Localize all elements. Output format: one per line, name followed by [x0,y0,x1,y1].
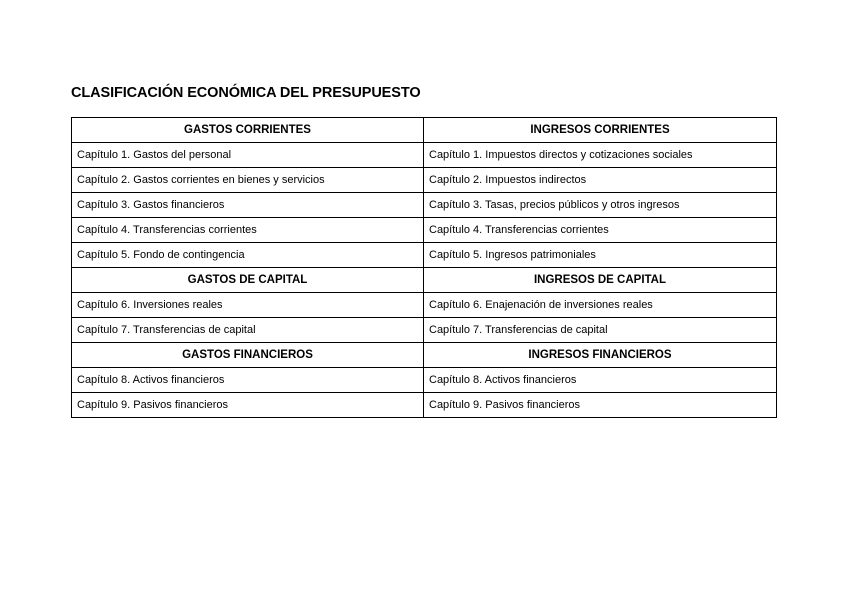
expense-chapter-cell: Capítulo 6. Inversiones reales [72,293,424,318]
section-header-expenses: GASTOS DE CAPITAL [72,268,424,293]
table-row [72,143,777,168]
table-row [72,243,777,268]
expense-chapter-cell: Capítulo 3. Gastos financieros [72,193,424,218]
section-header-expenses: GASTOS CORRIENTES [72,118,424,143]
income-chapter-cell: Capítulo 2. Impuestos indirectos [424,168,777,193]
section-header-income: INGRESOS CORRIENTES [424,118,777,143]
table-section-row [72,268,777,293]
section-header-income: INGRESOS FINANCIEROS [424,343,777,368]
income-chapter-cell: Capítulo 1. Impuestos directos y cotizaciones sociales [424,143,777,168]
table-section-row [72,343,777,368]
page-title: CLASIFICACIÓN ECONÓMICA DEL PRESUPUESTO [71,85,421,101]
table-section-row [72,118,777,143]
table-row [72,368,777,393]
income-chapter-cell: Capítulo 6. Enajenación de inversiones reales [424,293,777,318]
table-row [72,218,777,243]
expense-chapter-cell: Capítulo 5. Fondo de contingencia [72,243,424,268]
income-chapter-cell: Capítulo 8. Activos financieros [424,368,777,393]
section-header-expenses: GASTOS FINANCIEROS [72,343,424,368]
table-row [72,318,777,343]
section-header-income: INGRESOS DE CAPITAL [424,268,777,293]
expense-chapter-cell: Capítulo 1. Gastos del personal [72,143,424,168]
income-chapter-cell: Capítulo 3. Tasas, precios públicos y otros ingresos [424,193,777,218]
income-chapter-cell: Capítulo 9. Pasivos financieros [424,393,777,418]
expense-chapter-cell: Capítulo 4. Transferencias corrientes [72,218,424,243]
income-chapter-cell: Capítulo 4. Transferencias corrientes [424,218,777,243]
budget-classification-table [71,117,777,418]
income-chapter-cell: Capítulo 5. Ingresos patrimoniales [424,243,777,268]
expense-chapter-cell: Capítulo 7. Transferencias de capital [72,318,424,343]
income-chapter-cell: Capítulo 7. Transferencias de capital [424,318,777,343]
table-row [72,193,777,218]
table-row [72,168,777,193]
table-row [72,293,777,318]
expense-chapter-cell: Capítulo 9. Pasivos financieros [72,393,424,418]
expense-chapter-cell: Capítulo 8. Activos financieros [72,368,424,393]
expense-chapter-cell: Capítulo 2. Gastos corrientes en bienes y servicios [72,168,424,193]
table-row [72,393,777,418]
